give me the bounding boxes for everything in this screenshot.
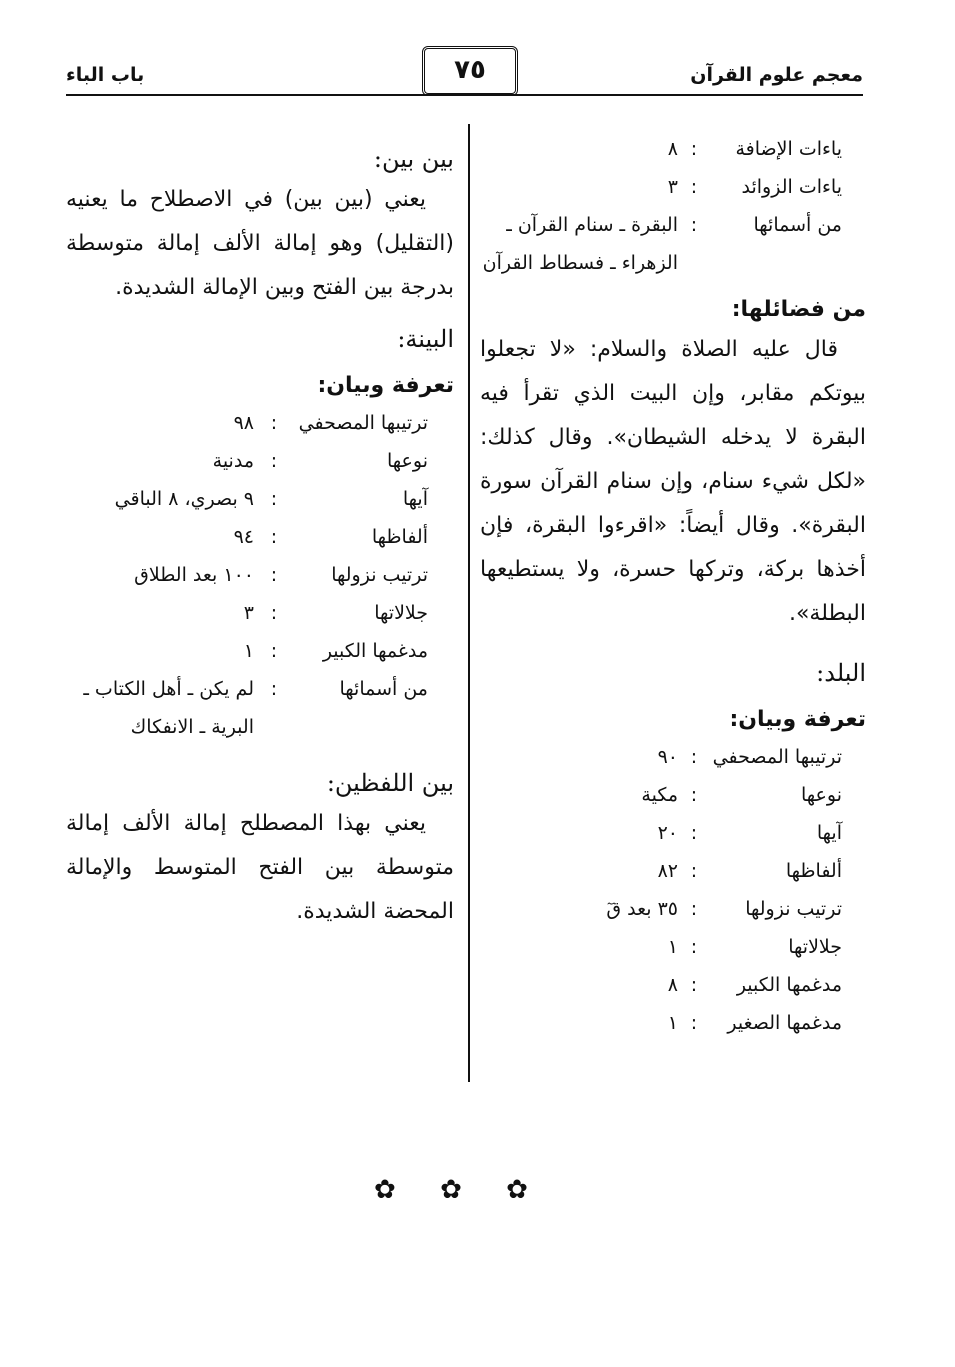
left-column (66, 140, 454, 934)
info-value: ٩٤ (233, 526, 254, 548)
balad-heading: البلد: (816, 659, 866, 687)
info-value: ٩٨ (233, 412, 254, 434)
info-sep: : (690, 746, 698, 768)
info-value: ٩٠ (657, 746, 678, 768)
info-value: ٢٠ (657, 822, 678, 844)
info-sep: : (690, 974, 698, 996)
info-key: جلالاتها (788, 936, 842, 958)
balad-info-table (480, 738, 866, 1042)
info-value: ١٠٠ بعد الطلاق (134, 564, 254, 586)
info-value: مدنية (212, 450, 254, 472)
virtues-paragraph: قال عليه الصلاة والسلام: «لا تجعلوا بيوتكم مقابر، وإن البيت الذي تقرأ فيه البقرة لا يدخله الشيطان». وقال كذلك: «لكل شيء سنام، وإن سنام القرآن سورة البقرة». وقال أيضاً: «اقرءوا البقرة، فإن أخذها بركة، وتركها حسرة، ولا يستطيعها البطلة». (480, 337, 866, 626)
info-key: ألفاظها (785, 860, 842, 882)
info-row (66, 632, 454, 670)
balad-subheading: تعرفة وبيان: (729, 707, 866, 732)
info-sep: : (270, 488, 278, 510)
info-value: مكية (641, 784, 678, 806)
info-row (480, 1004, 866, 1042)
info-key: ياءات الزوائد (741, 176, 842, 198)
bayn-bayn-heading: بين بين: (373, 145, 454, 173)
info-sep: : (690, 214, 698, 236)
info-value: ٣٥ بعد قٓ (606, 898, 678, 920)
virtues-heading: من فضائلها: (731, 297, 866, 322)
info-row (66, 594, 454, 632)
info-sep: : (270, 602, 278, 624)
footer-ornament-icon: ✿ ✿ ✿ (374, 1175, 546, 1205)
info-key: من أسمائها (339, 678, 428, 700)
info-key: آيها (402, 488, 428, 510)
info-row (66, 518, 454, 556)
info-key: نوعها (387, 450, 428, 472)
info-value: ١ (667, 936, 678, 958)
info-key: آيها (816, 822, 842, 844)
info-sep: : (270, 640, 278, 662)
info-sep: : (690, 898, 698, 920)
info-row (480, 966, 866, 1004)
info-key: ياءات الإضافة (735, 138, 842, 160)
info-sep: : (690, 138, 698, 160)
info-value: ١ (667, 1012, 678, 1034)
info-sep: : (690, 176, 698, 198)
page-number: ٧٥ (454, 55, 486, 85)
info-row (480, 168, 866, 206)
info-sep: : (270, 564, 278, 586)
bayyina-subheading: تعرفة وبيان: (317, 373, 454, 398)
column-divider (468, 124, 470, 1082)
header-rule (66, 94, 863, 96)
page-number-box (422, 46, 518, 96)
info-value: ٨٢ (657, 860, 678, 882)
info-key: مدغمها الكبير (322, 640, 428, 662)
info-key: ترتيب نزولها (331, 564, 428, 586)
info-row (480, 852, 866, 890)
info-key: ألفاظها (371, 526, 428, 548)
info-sep: : (270, 450, 278, 472)
info-row (480, 738, 866, 776)
info-sep: : (690, 936, 698, 958)
info-value: لم يكن ـ أهل الكتاب ـ البرية ـ الانفكاك (83, 678, 254, 738)
info-value: ٨ (667, 974, 678, 996)
info-key: ترتيبها المصحفي (712, 746, 842, 768)
info-value: ١ (243, 640, 254, 662)
info-key: نوعها (801, 784, 842, 806)
info-row (480, 928, 866, 966)
info-sep: : (270, 526, 278, 548)
info-row (66, 480, 454, 518)
info-row (66, 404, 454, 442)
bayn-lafzayn-paragraph: يعني بهذا المصطلح إمالة الألف إمالة متوسطة بين الفتح المتوسط والإمالة المحضة الشديدة. (66, 811, 454, 924)
bayn-bayn-paragraph: يعني (بين بين) في الاصطلاح ما يعنيه (التقليل) وهو إمالة الألف إمالة متوسطة بدرجة بين الفتح وبين الإمالة الشديدة. (66, 187, 454, 300)
bayyina-heading: البينة: (397, 325, 454, 353)
info-value: ٨ (667, 138, 678, 160)
info-row (66, 442, 454, 480)
info-key: جلالاتها (374, 602, 428, 624)
info-key: مدغمها الصغير (727, 1012, 842, 1034)
bayn-lafzayn-heading: بين اللفظين: (326, 769, 454, 797)
right-column (480, 130, 866, 1042)
info-sep: : (690, 784, 698, 806)
info-row (480, 776, 866, 814)
info-value: البقرة ـ سنام القرآن ـ الزهراء ـ فسطاط القرآن (482, 214, 678, 274)
header-left-title: باب الباء (66, 64, 145, 86)
info-value: ٩ بصري، ٨ الباقي (114, 488, 254, 510)
info-key: ترتيب نزولها (745, 898, 842, 920)
info-key: مدغمها الكبير (736, 974, 842, 996)
info-sep: : (690, 860, 698, 882)
info-row (480, 890, 866, 928)
info-row (480, 130, 866, 168)
info-row (480, 814, 866, 852)
info-sep: : (270, 678, 278, 700)
info-sep: : (690, 822, 698, 844)
baqara-info-table (480, 130, 866, 282)
bayyina-info-table (66, 404, 454, 746)
info-row (480, 206, 866, 282)
info-row (66, 556, 454, 594)
info-value: ٣ (243, 602, 254, 624)
info-key: من أسمائها (753, 214, 842, 236)
info-row (66, 670, 454, 746)
info-sep: : (270, 412, 278, 434)
header-right-title: معجم علوم القرآن (690, 64, 863, 86)
info-key: ترتيبها المصحفي (298, 412, 428, 434)
info-sep: : (690, 1012, 698, 1034)
info-value: ٣ (667, 176, 678, 198)
